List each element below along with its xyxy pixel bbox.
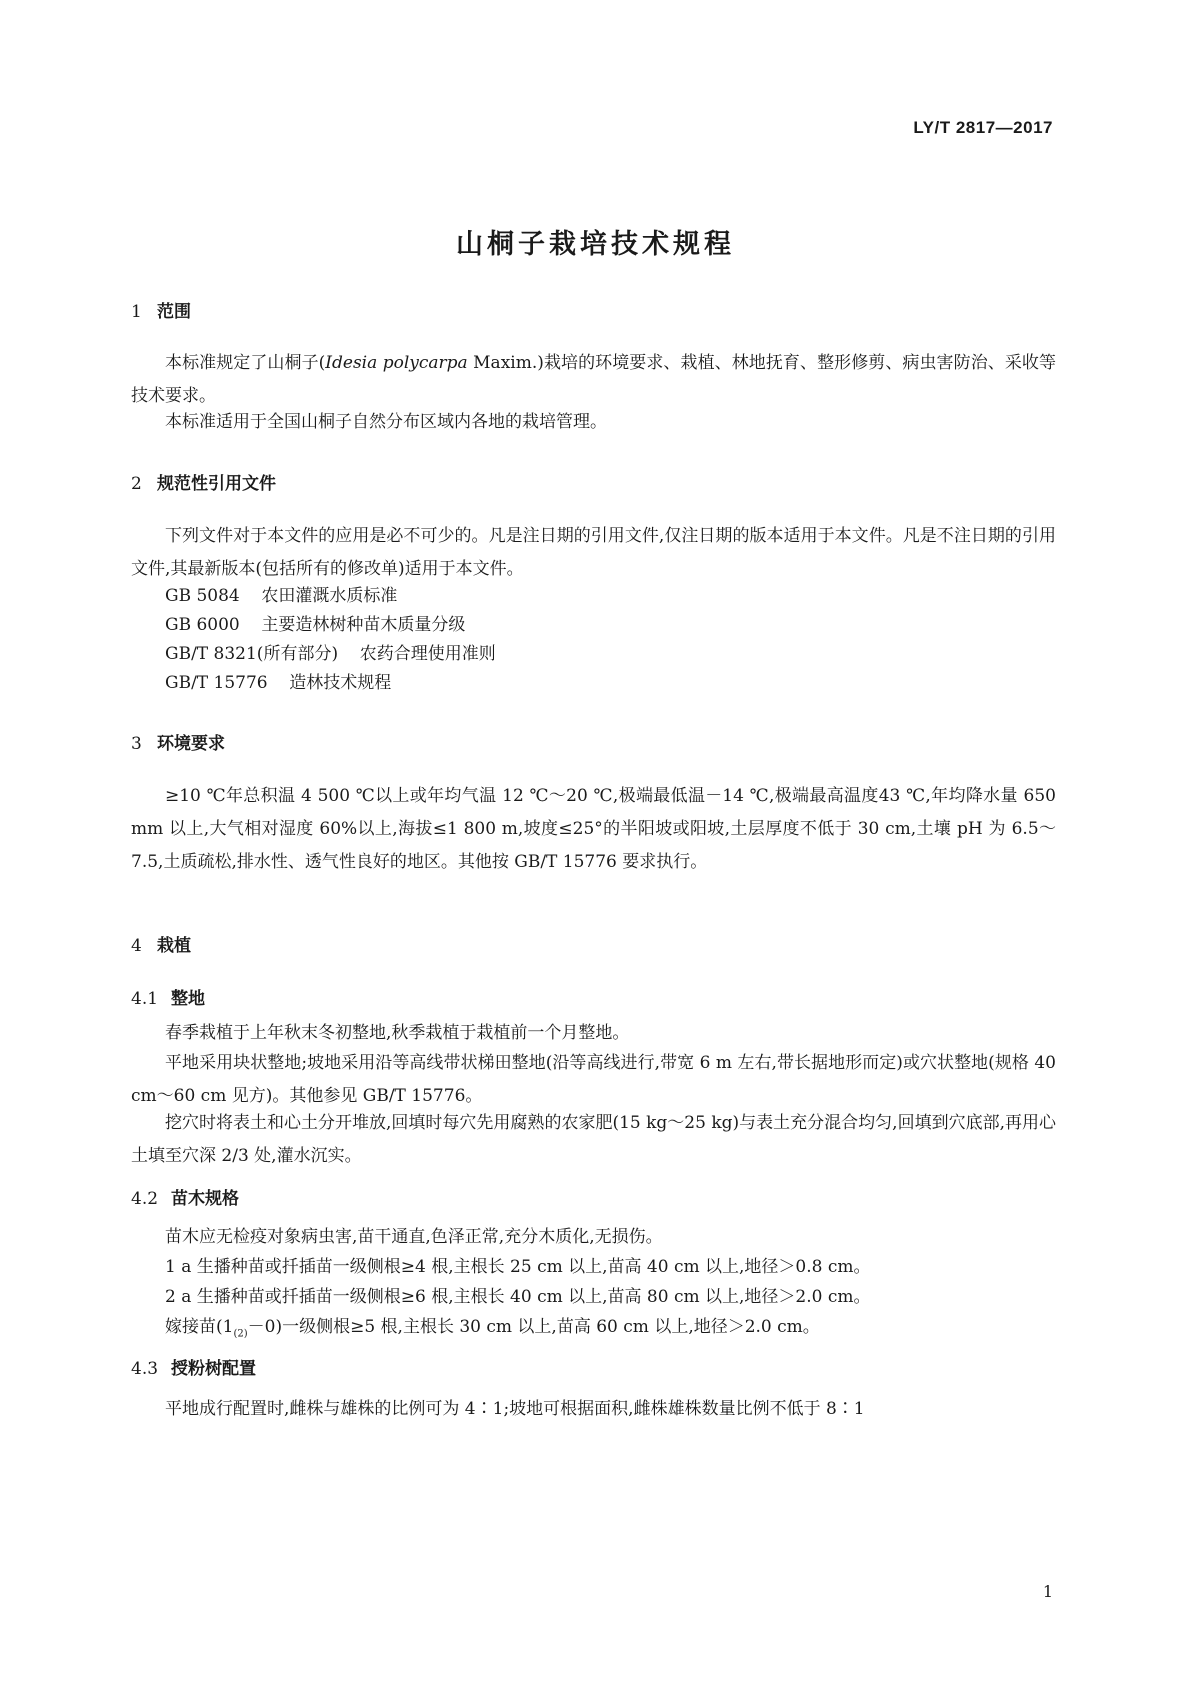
section-number: 3 — [131, 734, 142, 754]
section-4-1-paragraph-1: 春季栽植于上年秋末冬初整地,秋季栽植于栽植前一个月整地。 — [165, 1023, 630, 1043]
section-label: 整地 — [171, 989, 205, 1009]
text-run: －0)一级侧根≥5 根,主根长 30 cm 以上,苗高 60 cm 以上,地径＞2.0 cm。 — [247, 1317, 820, 1337]
text-run: Maxim.)栽培的环境要求、栽植、林地抚育、整形修剪、病虫害防治、采收等技术要求。 — [131, 353, 1056, 406]
section-number: 4.1 — [131, 989, 159, 1009]
reference-item — [165, 667, 391, 700]
seedling-spec-line: 2 a 生播种苗或扦插苗一级侧根≥6 根,主根长 40 cm 以上,苗高 80 cm 以上,地径＞2.0 cm。 — [165, 1287, 871, 1307]
seedling-spec-line: 苗木应无检疫对象病虫害,苗干通直,色泽正常,充分木质化,无损伤。 — [165, 1227, 663, 1247]
reference-code: GB 6000 — [165, 615, 240, 635]
section-label: 栽植 — [157, 936, 191, 956]
reference-name: 农田灌溉水质标准 — [261, 586, 398, 606]
section-4-2-heading — [131, 1184, 239, 1209]
section-label: 规范性引用文件 — [157, 474, 276, 494]
pollinizer-config-line: 平地成行配置时,雌株与雄株的比例可为 4∶1;坡地可根据面积,雌株雄株数量比例不低于 8∶1 — [165, 1399, 865, 1419]
section-3-paragraph-1: ≥10 ℃年总积温 4 500 ℃以上或年均气温 12 ℃～20 ℃,极端最低温－14 ℃,极端最高温度43 ℃,年均降水量 650 mm 以上,大气相对湿度 60%以上,海拔≤1 800 m,坡度≤25°的半阳坡或阳坡,土层厚度不低于 30 cm,土壤 pH 为 6.5～7.5,土质疏松,排水性、透气性良好的地区。其他按 GB/T 15776 要求执行。 — [131, 786, 1056, 872]
text-run: 嫁接苗(1 — [165, 1317, 234, 1337]
section-4-1-paragraph-2: 平地采用块状整地;坡地采用沿等高线带状梯田整地(沿等高线进行,带宽 6 m 左右,带长据地形而定)或穴状整地(规格 40 cm～60 cm 见方)。其他参见 GB/T 15776。 — [131, 1053, 1056, 1106]
section-number: 4.3 — [131, 1359, 159, 1379]
section-label: 环境要求 — [157, 734, 225, 754]
seedling-spec-line: 1 a 生播种苗或扦插苗一级侧根≥4 根,主根长 25 cm 以上,苗高 40 cm 以上,地径＞0.8 cm。 — [165, 1257, 871, 1277]
section-4-heading — [131, 931, 191, 956]
section-1-heading — [131, 297, 191, 322]
reference-code: GB/T 8321(所有部分) — [165, 644, 339, 664]
reference-name: 农药合理使用准则 — [359, 644, 496, 664]
page-number: 1 — [1042, 1582, 1053, 1601]
section-4-1-heading — [131, 984, 205, 1009]
section-2-paragraph-1: 下列文件对于本文件的应用是必不可少的。凡是注日期的引用文件,仅注日期的版本适用于本文件。凡是不注日期的引用文件,其最新版本(包括所有的修改单)适用于本文件。 — [131, 526, 1056, 579]
section-1-paragraph-1 — [131, 347, 1056, 413]
section-4-1-paragraph-3: 挖穴时将表土和心土分开堆放,回填时每穴先用腐熟的农家肥(15 kg～25 kg)与表土充分混合均匀,回填到穴底部,再用心土填至穴深 2/3 处,灌水沉实。 — [131, 1113, 1056, 1166]
reference-code: GB/T 15776 — [165, 673, 268, 693]
section-number: 4.2 — [131, 1189, 159, 1209]
section-label: 范围 — [157, 302, 191, 322]
section-label: 授粉树配置 — [171, 1359, 256, 1379]
section-label: 苗木规格 — [171, 1189, 239, 1209]
section-number: 4 — [131, 936, 142, 956]
section-3-heading — [131, 729, 225, 754]
section-2-heading — [131, 469, 276, 494]
reference-name: 造林技术规程 — [289, 673, 392, 693]
latin-name: Idesia polycarpa — [325, 353, 468, 373]
text-run: 本标准规定了山桐子( — [165, 353, 326, 373]
document-code: LY/T 2817—2017 — [913, 118, 1053, 137]
section-4-3-heading — [131, 1354, 256, 1379]
reference-name: 主要造林树种苗木质量分级 — [261, 615, 466, 635]
section-number: 1 — [131, 302, 142, 322]
subscript: (2) — [233, 1328, 248, 1340]
reference-code: GB 5084 — [165, 586, 240, 606]
section-number: 2 — [131, 474, 142, 494]
section-1-paragraph-2: 本标准适用于全国山桐子自然分布区域内各地的栽培管理。 — [165, 412, 607, 432]
document-title: 山桐子栽培技术规程 — [456, 229, 735, 260]
seedling-spec-line — [165, 1311, 820, 1350]
